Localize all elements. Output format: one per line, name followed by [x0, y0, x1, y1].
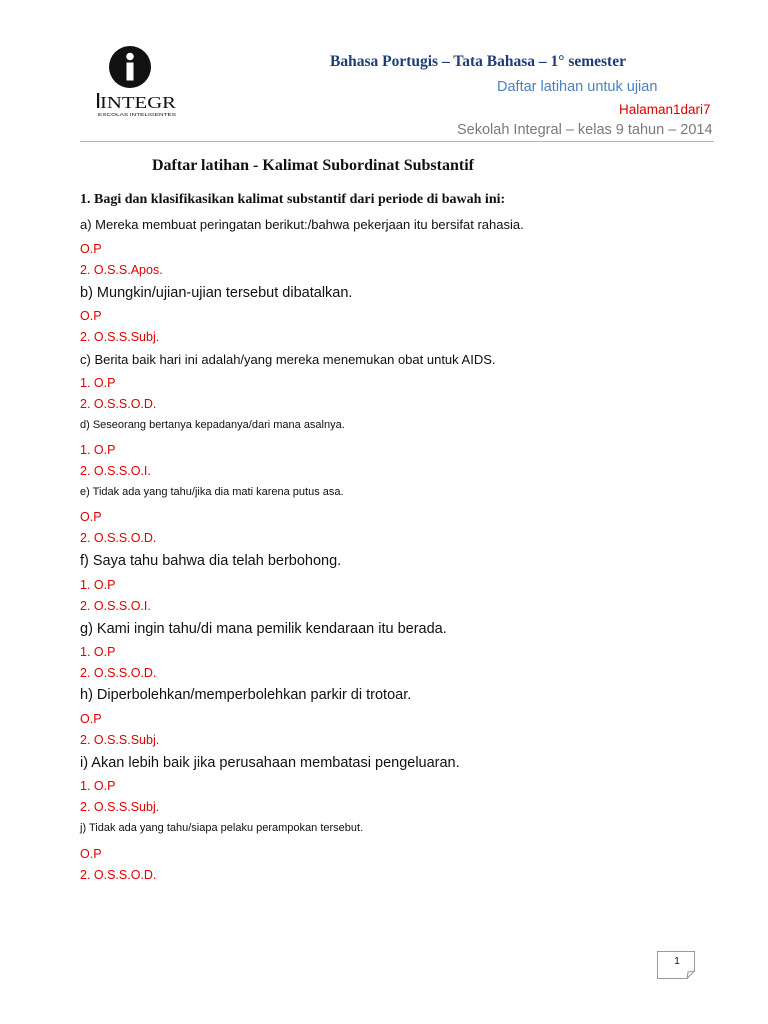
question-heading: 1. Bagi dan klasifikasikan kalimat substantif dari periode di bawah ini: [80, 192, 506, 207]
answer-e-2: 2. O.S.S.O.D. [80, 531, 157, 545]
exercise-item-i: i) Akan lebih baik jika perusahaan membatasi pengeluaran. [80, 755, 460, 771]
integral-logo [96, 44, 186, 120]
answer-h-1: O.P [80, 712, 102, 726]
exercise-item-f: f) Saya tahu bahwa dia telah berbohong. [80, 553, 342, 569]
answer-b-1: O.P [80, 309, 102, 323]
logo-wordmark: INTEGR [100, 93, 177, 112]
logo-tagline: ESCOLAS INTELIGENTES [98, 112, 176, 117]
answer-a-1: O.P [80, 242, 102, 256]
answer-g-2: 2. O.S.S.O.D. [80, 666, 157, 680]
answer-i-2: 2. O.S.S.Subj. [80, 800, 160, 814]
school-info: Sekolah Integral – kelas 9 tahun – 2014 [457, 122, 713, 138]
answer-f-2: 2. O.S.S.O.I. [80, 599, 151, 613]
answer-a-2: 2. O.S.S.Apos. [80, 263, 163, 277]
exercise-item-e: e) Tidak ada yang tahu/jika dia mati karena putus asa. [80, 486, 344, 498]
answer-g-1: 1. O.P [80, 645, 116, 659]
answer-b-2: 2. O.S.S.Subj. [80, 330, 160, 344]
exercise-item-h: h) Diperbolehkan/memperbolehkan parkir di trotoar. [80, 687, 412, 703]
answer-j-2: 2. O.S.S.O.D. [80, 868, 157, 882]
answer-f-1: 1. O.P [80, 578, 116, 592]
answer-j-1: O.P [80, 847, 102, 861]
exercise-item-g: g) Kami ingin tahu/di mana pemilik kendaraan itu berada. [80, 621, 447, 637]
document-title: Daftar latihan - Kalimat Subordinat Substantif [152, 157, 474, 174]
answer-d-2: 2. O.S.S.O.I. [80, 464, 151, 478]
answer-d-1: 1. O.P [80, 443, 116, 457]
answer-e-1: O.P [80, 510, 102, 524]
exercise-item-c: c) Berita baik hari ini adalah/yang mereka menemukan obat untuk AIDS. [80, 352, 496, 367]
course-title: Bahasa Portugis – Tata Bahasa – 1° semester [330, 53, 626, 70]
course-subtitle: Daftar latihan untuk ujian [497, 79, 658, 95]
page-indicator: Halaman1dari7 [619, 102, 711, 117]
answer-h-2: 2. O.S.S.Subj. [80, 733, 160, 747]
page-number: 1 [674, 956, 680, 967]
answer-c-1: 1. O.P [80, 376, 116, 390]
answer-c-2: 2. O.S.S.O.D. [80, 397, 157, 411]
exercise-item-b: b) Mungkin/ujian-ujian tersebut dibatalkan. [80, 285, 353, 301]
answer-i-1: 1. O.P [80, 779, 116, 793]
header-divider [80, 141, 714, 142]
exercise-item-d: d) Seseorang bertanya kepadanya/dari mana asalnya. [80, 419, 345, 431]
exercise-item-j: j) Tidak ada yang tahu/siapa pelaku perampokan tersebut. [80, 822, 364, 834]
exercise-item-a: a) Mereka membuat peringatan berikut:/bahwa pekerjaan itu bersifat rahasia. [80, 217, 524, 232]
